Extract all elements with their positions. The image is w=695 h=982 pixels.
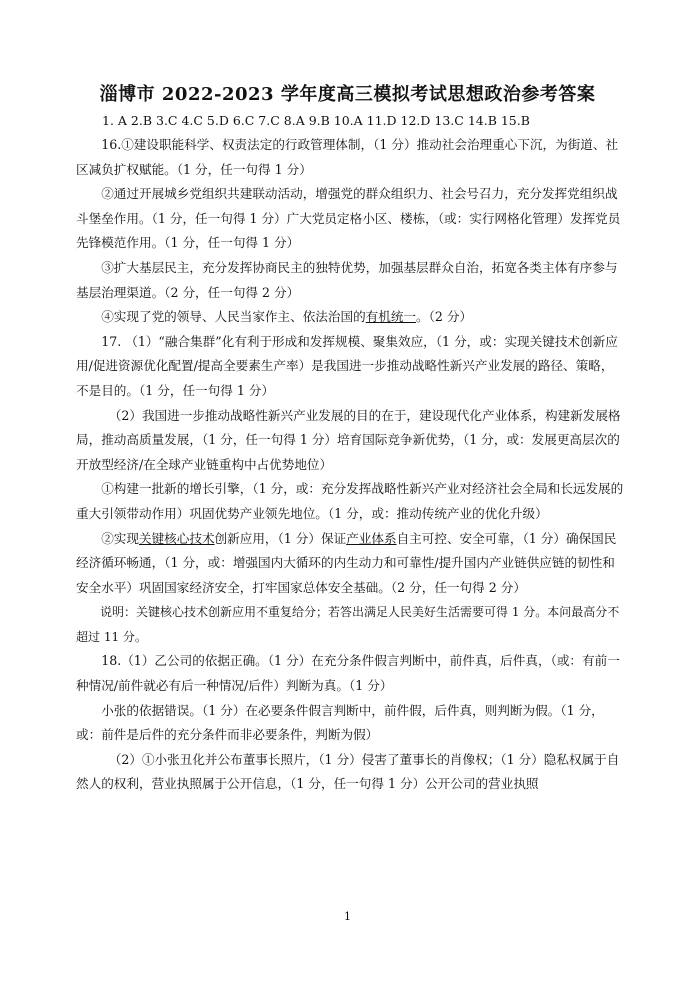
q18-part-1: 18.（1）乙公司的依据正确。（1 分）在充分条件假言判断中，前件真，后件真，（或：有前一种情况/前件就必有后一种情况/后件）判断为真。（1 分） [76, 653, 620, 694]
q17-part-2: （2）我国进一步推动战略性新兴产业发展的目的在于，建设现代化产业体系，构建新发展格局，推动高质量发展，（1 分，任一句得 1 分）培育国际竞争新优势，（1 分，或：发展更高层次的开放型经济/在全球产业链重构中占优势地位） [76, 407, 621, 472]
q17-point-2-tail: 自主可控、安全可靠，（1 分）确保国民经济循环畅通，（1 分，或：增强国内大循环的内生动力和可靠性/提升国内产业链供应链的韧性和安全水平）巩固国家经济安全，打牢国家总体安全基础。（2 分，任一句得 2 分） [76, 530, 617, 595]
q17-part-1: 17. （1）“融合集群”化有利于形成和发挥规模、聚集效应，（1 分，或：实现关键技术创新应用/促进资源优化配置/提高全要素生产率）是我国进一步推动战略性新兴产业发展的路径、策略，不是目的。（1 分，任一句得 1 分） [76, 333, 618, 398]
answer-body [76, 133, 624, 797]
q16-point-2: ②通过开展城乡党组织共建联动活动，增强党的群众组织力、社会号召力，充分发挥党组织战斗堡垒作用。（1 分，任一句得 1 分）广大党员定格小区、楼栋，（或：实行网格化管理）发挥党员先锋模范作用。（1 分，任一句得 1 分） [76, 186, 621, 251]
q18-part-2: （2）①小张丑化并公布董事长照片，（1 分）侵害了董事长的肖像权；（1 分）隐私权属于自然人的权利，营业执照属于公开信息，（1 分，任一句得 1 分）公开公司的营业执照 [76, 751, 620, 792]
page-title: 淄博市 2022-2023 学年度高三模拟考试思想政治参考答案 [99, 84, 596, 105]
q17-point-2-mid: 创新应用，（1 分）保证 [214, 530, 347, 546]
q16-underlined-phrase: 有机统一 [365, 309, 417, 325]
q16-point-4-score: 。（2 分） [416, 309, 473, 325]
q17-note: 说明：关键核心技术创新应用不重复给分；若答出满足人民美好生活需要可得 1 分。本问最高分不超过 11 分。 [76, 605, 620, 644]
q16-point-3: ③扩大基层民主，充分发挥协商民主的独特优势，加强基层群众自治，拓宽各类主体有序参与基层治理渠道。（2 分，任一句得 2 分） [76, 259, 618, 300]
q18-part-1-continued: 小张的依据错误。（1 分）在必要条件假言判断中，前件假，后件真，则判断为假。（1 分，或：前件是后件的充分条件而非必要条件，判断为假） [76, 702, 604, 743]
q17-underlined-key-tech: 关键核心技术 [138, 530, 215, 546]
q17-point-2 [76, 527, 624, 601]
q17-point-2-lead: ②实现 [101, 530, 139, 546]
q17-point-1: ①构建一批新的增长引擎，（1 分，或：充分发挥战略性新兴产业对经济社会全局和长远发展的重大引领带动作用）巩固优势产业领先地位。（1 分，或：推动传统产业的优化升级） [76, 481, 624, 521]
q16-point-4-text: ④实现了党的领导、人民当家作主、依法治国的 [101, 309, 366, 325]
q16-point-4 [76, 305, 624, 330]
q16-point-1: 16.①建设职能科学、权责法定的行政管理体制，（1 分）推动社会治理重心下沉，为街道、社区减负扩权赋能。（1 分，任一句得 1 分） [76, 137, 619, 177]
multiple-choice-answers: 1. A 2.B 3.C 4.C 5.D 6.C 7.C 8.A 9.B 10.A 11.D 12.D 13.C 14.B 15.B [102, 113, 530, 128]
q17-underlined-industry-system: 产业体系 [346, 530, 397, 546]
page-number: 1 [344, 910, 351, 923]
